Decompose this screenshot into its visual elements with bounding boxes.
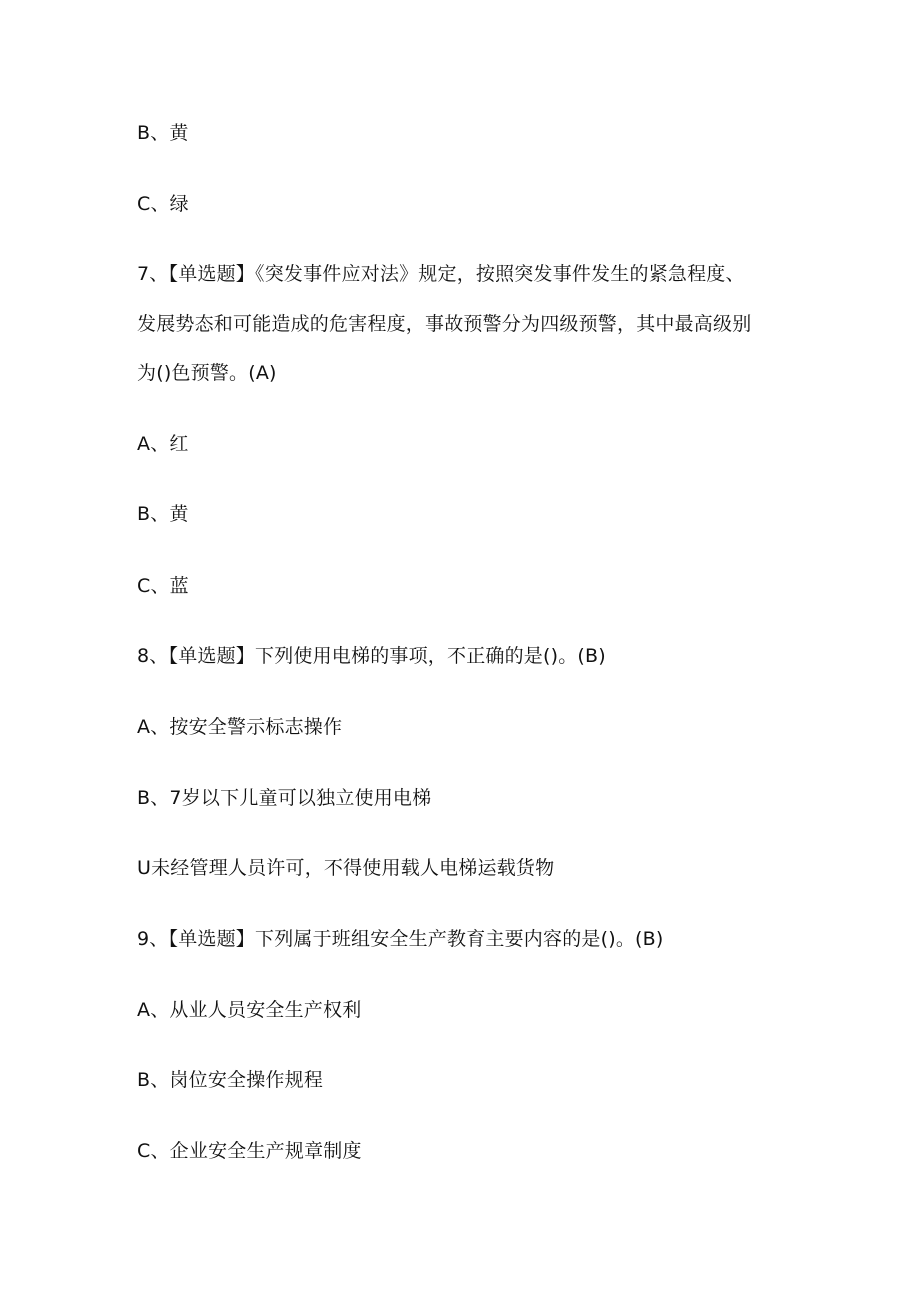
q8-option-c: U未经管理人员许可，不得使用载人电梯运载货物 (137, 857, 555, 879)
q9-option-b: B、岗位安全操作规程 (137, 1069, 324, 1091)
q9-option-a: A、从业人员安全生产权利 (137, 999, 362, 1021)
q7-option-c: C、蓝 (137, 575, 189, 597)
q7-option-b: B、黄 (137, 503, 189, 525)
q9-option-c: C、企业安全生产规章制度 (137, 1140, 362, 1162)
q8-stem: 8、【单选题】下列使用电梯的事项，不正确的是()。(B) (137, 645, 606, 667)
q8-option-a: A、按安全警示标志操作 (137, 716, 343, 738)
q9-stem: 9、【单选题】下列属于班组安全生产教育主要内容的是()。(B) (137, 928, 664, 950)
q6-option-c: C、绿 (137, 193, 189, 215)
q7-stem-line-1: 7、【单选题】《突发事件应对法》规定，按照突发事件发生的紧急程度、 (137, 263, 745, 285)
q7-option-a: A、红 (137, 433, 189, 455)
q6-option-b: B、黄 (137, 122, 189, 144)
q7-stem-line-2: 发展势态和可能造成的危害程度，事故预警分为四级预警，其中最高级别 (137, 313, 752, 335)
q8-option-b: B、7岁以下儿童可以独立使用电梯 (137, 787, 432, 809)
q7-stem-line-3: 为()色预警。(A) (137, 362, 277, 384)
